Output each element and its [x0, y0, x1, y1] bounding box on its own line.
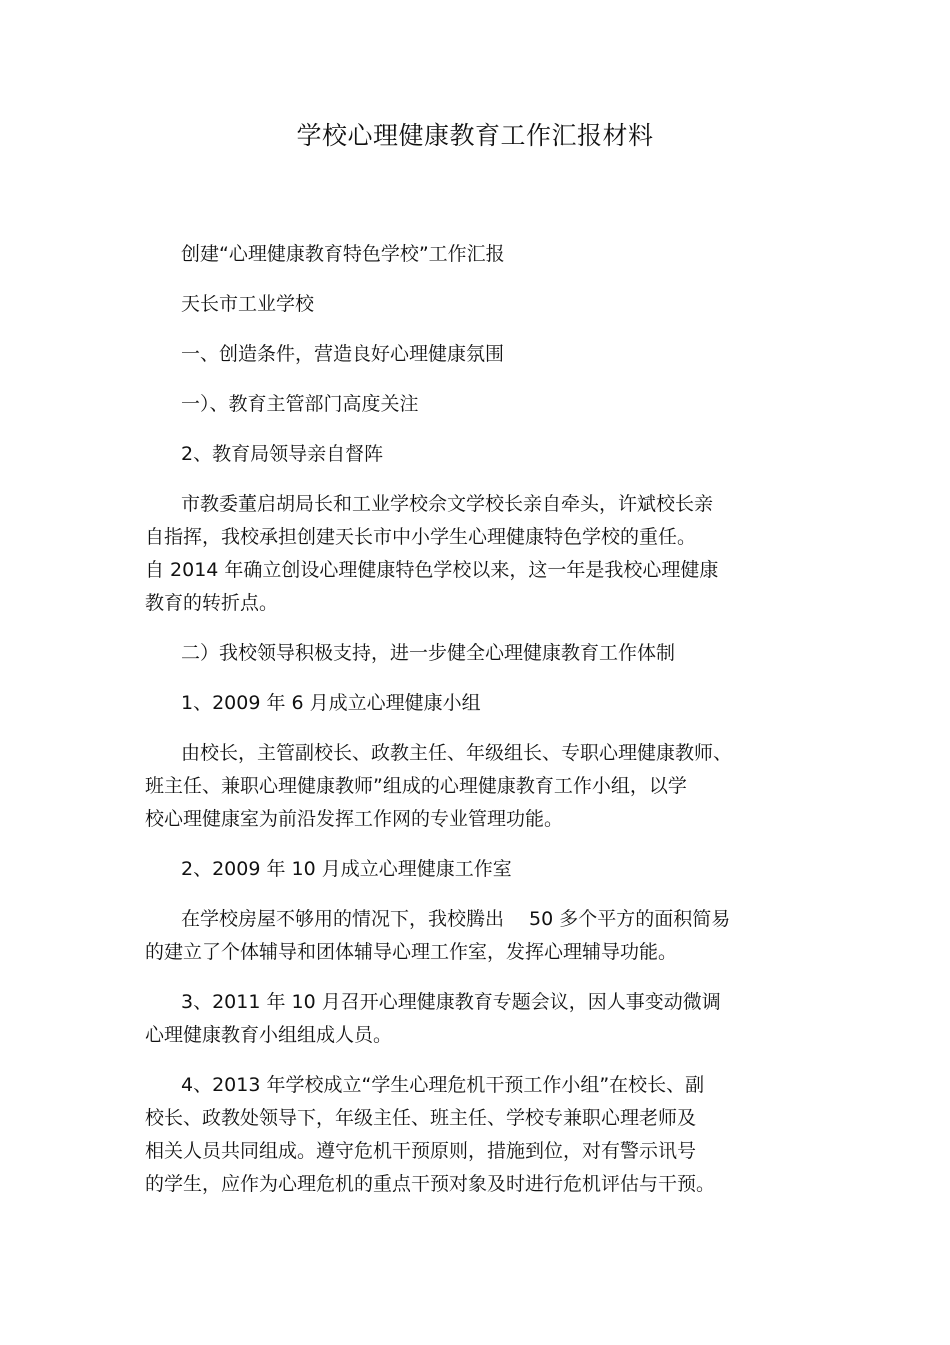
paragraph-working-group	[145, 737, 795, 836]
item-heading-2009-october	[145, 853, 795, 886]
paragraph-line: 心理健康教育小组组成人员。	[145, 1024, 393, 1046]
paragraph-line: 天长市工业学校	[181, 293, 315, 315]
paragraph-line: 一）、教育主管部门高度关注	[181, 393, 419, 415]
paragraph-studio	[145, 903, 795, 969]
paragraph-line: 4、2013 年学校成立“学生心理危机干预工作小组”在校长、副	[181, 1074, 705, 1096]
item-heading-2	[145, 438, 795, 471]
paragraph-subtitle	[145, 238, 795, 271]
paragraph-line: 市教委董启胡局长和工业学校佘文学校长亲自牵头，许斌校长亲	[181, 493, 714, 515]
paragraph-leadership	[145, 488, 795, 620]
paragraph-2013-crisis-group	[145, 1069, 795, 1201]
paragraph-line: 在学校房屋不够用的情况下，我校腾出 50 多个平方的面积简易	[181, 908, 731, 930]
paragraph-line: 校心理健康室为前沿发挥工作网的专业管理功能。	[145, 808, 564, 830]
paragraph-line: 二）我校领导积极支持，进一步健全心理健康教育工作体制	[181, 642, 676, 664]
paragraph-school-name	[145, 288, 795, 321]
subsection-heading-1	[145, 388, 795, 421]
paragraph-line: 校长、政教处领导下，年级主任、班主任、学校专兼职心理老师及	[145, 1107, 697, 1129]
section-heading-1	[145, 338, 795, 371]
paragraph-line: 的学生，应作为心理危机的重点干预对象及时进行危机评估与干预。	[145, 1173, 716, 1195]
paragraph-line: 创建“心理健康教育特色学校”工作汇报	[181, 243, 505, 265]
paragraph-line: 2、2009 年 10 月成立心理健康工作室	[181, 858, 512, 880]
paragraph-line: 自指挥，我校承担创建天长市中小学生心理健康特色学校的重任。	[145, 526, 697, 548]
paragraph-line: 相关人员共同组成。遵守危机干预原则，措施到位，对有警示讯号	[145, 1140, 697, 1162]
paragraph-line: 的建立了个体辅导和团体辅导心理工作室，发挥心理辅导功能。	[145, 941, 678, 963]
paragraph-2011-meeting	[145, 986, 795, 1052]
paragraph-line: 1、2009 年 6 月成立心理健康小组	[181, 692, 481, 714]
document-body	[145, 238, 795, 1201]
paragraph-line: 一、创造条件，营造良好心理健康氛围	[181, 343, 505, 365]
paragraph-line: 3、2011 年 10 月召开心理健康教育专题会议，因人事变动微调	[181, 991, 721, 1013]
paragraph-line: 自 2014 年确立创设心理健康特色学校以来，这一年是我校心理健康	[145, 559, 719, 581]
document-title: 学校心理健康教育工作汇报材料	[296, 121, 654, 150]
subsection-heading-2	[145, 637, 795, 670]
paragraph-line: 教育的转折点。	[145, 592, 279, 614]
paragraph-line: 2、教育局领导亲自督阵	[181, 443, 384, 465]
item-heading-2009-june	[145, 687, 795, 720]
paragraph-line: 班主任、兼职心理健康教师”组成的心理健康教育工作小组，以学	[145, 775, 687, 797]
paragraph-line: 由校长，主管副校长、政教主任、年级组长、专职心理健康教师、	[181, 742, 733, 764]
